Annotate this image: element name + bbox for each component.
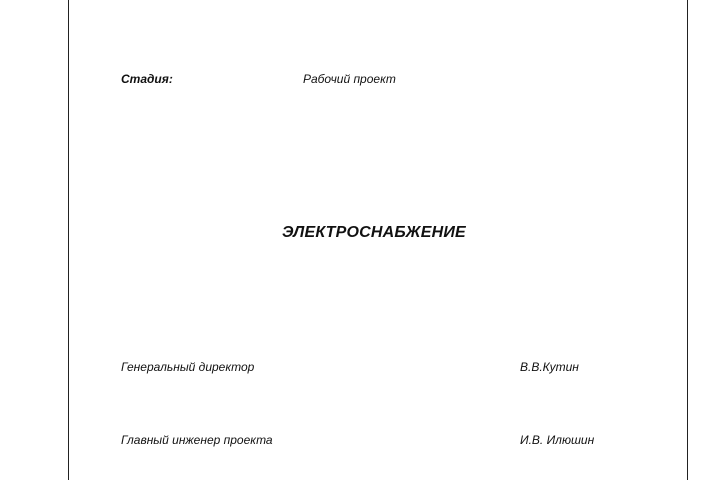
signature-name-chief-engineer: И.В. Илюшин (520, 433, 595, 447)
frame-border-right (687, 0, 688, 480)
signature-role-chief-engineer: Главный инженер проекта (121, 433, 273, 447)
signature-role-general-director: Генеральный директор (121, 360, 255, 374)
stage-label: Стадия: (121, 72, 173, 86)
stage-value: Рабочий проект (303, 72, 396, 86)
frame-border-left (68, 0, 69, 480)
signature-name-general-director: В.В.Кутин (520, 360, 579, 374)
document-title: ЭЛЕКТРОСНАБЖЕНИЕ (282, 224, 466, 241)
